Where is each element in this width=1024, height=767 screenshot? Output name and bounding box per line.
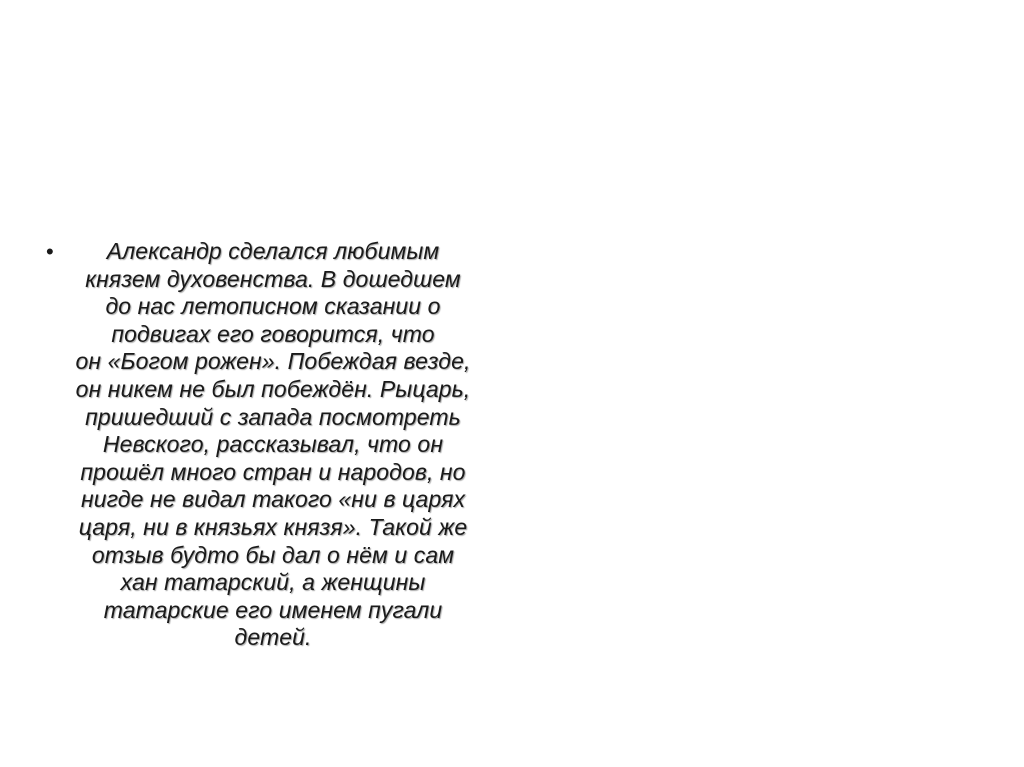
bullet-paragraph xyxy=(38,238,508,652)
paragraph-line: Александр сделался любимым xyxy=(106,238,440,264)
bullet-item xyxy=(38,238,508,652)
paragraph-line: татарские его именем пугали xyxy=(103,596,443,623)
paragraph-line: он никем не был побеждён. Рыцарь, xyxy=(75,375,471,402)
bullet-dot-icon: • xyxy=(46,239,54,264)
paragraph-line: он «Богом рожен». Побеждая везде, xyxy=(75,348,471,375)
paragraph-line: хан татарский, а женщины xyxy=(120,569,426,596)
paragraph-line: пришедший с запада посмотреть xyxy=(85,403,461,430)
paragraph-line: князем духовенства. В дошедшем xyxy=(85,265,461,292)
paragraph-line: детей. xyxy=(234,624,312,651)
paragraph-line: отзыв будто бы дал о нём и сам xyxy=(91,541,455,568)
paragraph-line: прошёл много стран и народов, но xyxy=(80,458,466,485)
paragraph-line: до нас летописном сказании о xyxy=(105,293,441,320)
paragraph-line: царя, ни в князьях князя». Такой же xyxy=(78,513,468,540)
paragraph-line: нигде не видал такого «ни в царях xyxy=(80,486,466,513)
paragraph-line: подвигах его говорится, что xyxy=(111,320,435,347)
paragraph-line: Невского, рассказывал, что он xyxy=(102,431,444,458)
